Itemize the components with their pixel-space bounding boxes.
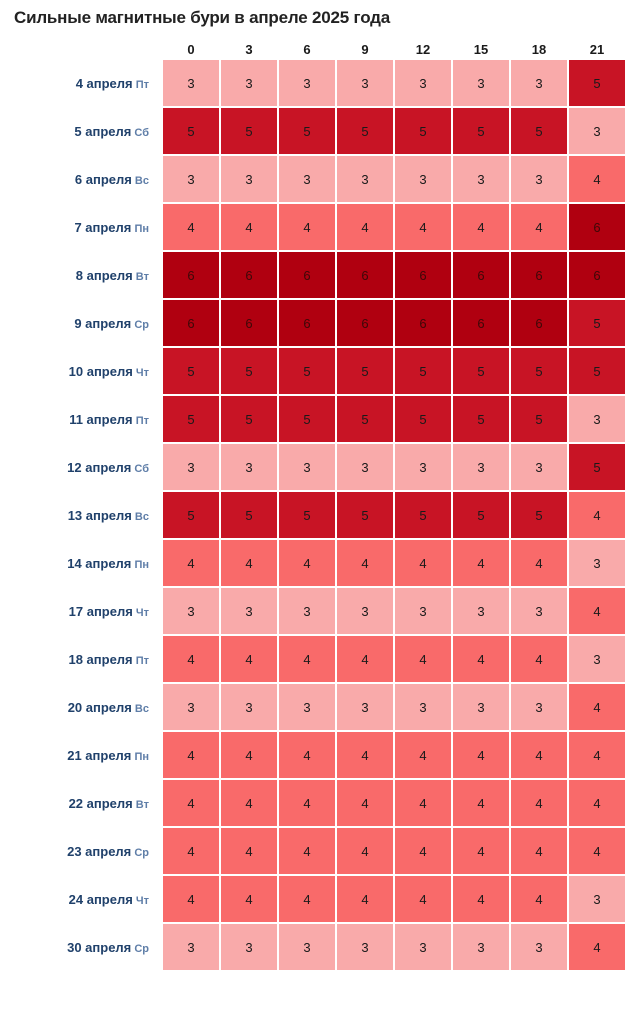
row-weekday: Чт (132, 366, 149, 379)
row-date: 23 апреля (67, 843, 132, 859)
row-date: 17 апреля (68, 603, 133, 619)
heatmap-cell: 5 (569, 300, 625, 346)
heatmap-cell: 5 (163, 396, 219, 442)
heatmap-cell: 4 (337, 540, 393, 586)
heatmap-cell: 3 (453, 60, 509, 106)
heatmap-row-label (10, 204, 161, 250)
heatmap-cell: 4 (569, 732, 625, 778)
row-weekday: Чт (132, 606, 149, 619)
row-weekday: Вс (131, 174, 149, 187)
heatmap-cell: 5 (569, 348, 625, 394)
row-date: 10 апреля (68, 363, 133, 379)
row-date: 7 апреля (74, 219, 132, 235)
heatmap-cell: 6 (395, 300, 451, 346)
heatmap-cell: 3 (511, 444, 567, 490)
row-weekday: Пт (132, 414, 149, 427)
heatmap-cell: 4 (337, 780, 393, 826)
heatmap-cell: 3 (221, 588, 277, 634)
heatmap-row-label (10, 780, 161, 826)
heatmap-cell: 5 (337, 492, 393, 538)
heatmap-cell: 4 (395, 780, 451, 826)
heatmap-cell: 6 (569, 204, 625, 250)
heatmap-cell: 4 (395, 828, 451, 874)
heatmap-row (10, 588, 625, 634)
heatmap-row-label (10, 444, 161, 490)
heatmap-row (10, 876, 625, 922)
heatmap-cell: 4 (279, 204, 335, 250)
heatmap-col-header: 9 (361, 41, 369, 57)
heatmap-cell: 4 (511, 540, 567, 586)
heatmap-cell: 5 (511, 108, 567, 154)
heatmap-cell: 3 (221, 156, 277, 202)
heatmap-cell: 4 (453, 780, 509, 826)
heatmap-cell: 4 (511, 876, 567, 922)
heatmap-cell: 5 (569, 444, 625, 490)
heatmap-cell: 3 (279, 444, 335, 490)
heatmap-cell: 5 (453, 396, 509, 442)
heatmap-cell: 4 (395, 876, 451, 922)
heatmap-cell: 4 (279, 780, 335, 826)
heatmap-cell: 3 (279, 588, 335, 634)
heatmap-row (10, 732, 625, 778)
heatmap-cell: 3 (453, 924, 509, 970)
heatmap-col-header: 3 (245, 41, 253, 57)
heatmap-cell: 3 (569, 636, 625, 682)
heatmap-row-label (10, 684, 161, 730)
heatmap-cell: 3 (221, 60, 277, 106)
heatmap-cell: 3 (337, 60, 393, 106)
heatmap-cell: 4 (395, 204, 451, 250)
heatmap-cell: 4 (511, 636, 567, 682)
heatmap-cell: 5 (453, 348, 509, 394)
heatmap-cell: 3 (163, 60, 219, 106)
row-weekday: Пн (131, 558, 149, 571)
heatmap-cell: 4 (221, 876, 277, 922)
heatmap-cell: 3 (163, 684, 219, 730)
heatmap-cell: 4 (163, 876, 219, 922)
heatmap-cell: 5 (163, 492, 219, 538)
heatmap-cell: 5 (163, 108, 219, 154)
heatmap-cell: 6 (453, 300, 509, 346)
row-date: 13 апреля (67, 507, 132, 523)
heatmap-row (10, 492, 625, 538)
heatmap-cell: 6 (279, 252, 335, 298)
row-weekday: Вс (131, 510, 149, 523)
heatmap-cell: 3 (221, 444, 277, 490)
heatmap-cell: 5 (337, 348, 393, 394)
row-weekday: Сб (131, 126, 149, 139)
heatmap-cell: 3 (337, 588, 393, 634)
heatmap-cell: 4 (337, 876, 393, 922)
heatmap-cell: 4 (279, 732, 335, 778)
heatmap-cell: 4 (221, 828, 277, 874)
heatmap-col-header: 6 (303, 41, 311, 57)
heatmap-cell: 5 (221, 396, 277, 442)
heatmap-cell: 5 (337, 108, 393, 154)
heatmap-cell: 6 (395, 252, 451, 298)
heatmap-cell: 5 (221, 108, 277, 154)
heatmap-row (10, 204, 625, 250)
heatmap-row (10, 108, 625, 154)
heatmap-cell: 3 (337, 444, 393, 490)
heatmap-row (10, 828, 625, 874)
heatmap-cell: 4 (395, 636, 451, 682)
heatmap-row-label (10, 252, 161, 298)
heatmap-cell: 3 (221, 684, 277, 730)
heatmap-cell: 3 (337, 924, 393, 970)
heatmap-cell: 4 (511, 828, 567, 874)
heatmap-cell: 3 (221, 924, 277, 970)
heatmap-cell: 4 (279, 636, 335, 682)
heatmap-cell: 6 (569, 252, 625, 298)
heatmap-cell: 3 (569, 876, 625, 922)
heatmap-row-label (10, 732, 161, 778)
heatmap-cell: 4 (569, 780, 625, 826)
heatmap-cell: 4 (453, 636, 509, 682)
heatmap-cell: 4 (279, 876, 335, 922)
heatmap-row-label (10, 60, 161, 106)
heatmap-cell: 3 (163, 444, 219, 490)
heatmap-cell: 3 (395, 444, 451, 490)
heatmap-cell: 6 (279, 300, 335, 346)
heatmap-header-row (10, 40, 625, 58)
heatmap-cell: 4 (279, 828, 335, 874)
heatmap-corner-cell (10, 40, 161, 58)
row-date: 14 апреля (67, 555, 132, 571)
row-date: 8 апреля (75, 267, 133, 283)
heatmap-row (10, 348, 625, 394)
row-date: 4 апреля (75, 75, 133, 91)
heatmap-cell: 5 (163, 348, 219, 394)
heatmap-cell: 4 (569, 924, 625, 970)
heatmap-cell: 4 (511, 780, 567, 826)
heatmap-cell: 6 (221, 252, 277, 298)
heatmap-col-header: 18 (531, 41, 547, 57)
heatmap-cell: 3 (163, 924, 219, 970)
heatmap-cell: 4 (221, 636, 277, 682)
heatmap-row (10, 780, 625, 826)
heatmap-col-header: 15 (473, 41, 489, 57)
heatmap-cell: 3 (395, 924, 451, 970)
heatmap-cell: 5 (279, 348, 335, 394)
heatmap-row (10, 252, 625, 298)
row-weekday: Ср (131, 942, 149, 955)
row-weekday: Пн (131, 750, 149, 763)
heatmap-row-label (10, 540, 161, 586)
heatmap-cell: 3 (279, 924, 335, 970)
heatmap-cell: 4 (163, 828, 219, 874)
heatmap-cell: 5 (221, 348, 277, 394)
heatmap-col-header: 12 (415, 41, 431, 57)
heatmap-cell: 5 (453, 492, 509, 538)
heatmap-row (10, 684, 625, 730)
heatmap-cell: 3 (511, 684, 567, 730)
heatmap-cell: 5 (279, 108, 335, 154)
heatmap-cell: 4 (453, 732, 509, 778)
heatmap-cell: 5 (279, 396, 335, 442)
row-date: 21 апреля (67, 747, 132, 763)
row-weekday: Пн (131, 222, 149, 235)
heatmap-cell: 6 (163, 300, 219, 346)
heatmap-row-label (10, 636, 161, 682)
heatmap-cell: 4 (221, 204, 277, 250)
heatmap-row (10, 540, 625, 586)
heatmap-cell: 5 (511, 348, 567, 394)
heatmap-cell: 3 (453, 684, 509, 730)
heatmap-cell: 3 (395, 684, 451, 730)
heatmap-row-label (10, 828, 161, 874)
heatmap-row-label (10, 300, 161, 346)
heatmap-cell: 6 (163, 252, 219, 298)
heatmap-header (10, 40, 625, 58)
heatmap-cell: 6 (221, 300, 277, 346)
heatmap-cell: 4 (337, 732, 393, 778)
row-weekday: Чт (132, 894, 149, 907)
heatmap-row (10, 60, 625, 106)
heatmap-cell: 4 (569, 684, 625, 730)
heatmap-cell: 4 (395, 540, 451, 586)
heatmap-cell: 4 (163, 540, 219, 586)
row-date: 18 апреля (68, 651, 133, 667)
row-date: 30 апреля (67, 939, 132, 955)
heatmap-row-label (10, 156, 161, 202)
row-weekday: Сб (131, 462, 149, 475)
heatmap-row-label (10, 876, 161, 922)
row-date: 24 апреля (68, 891, 133, 907)
heatmap-row (10, 300, 625, 346)
heatmap-cell: 4 (453, 540, 509, 586)
heatmap-cell: 4 (163, 780, 219, 826)
heatmap-row-label (10, 924, 161, 970)
heatmap-cell: 5 (569, 60, 625, 106)
heatmap-cell: 3 (163, 156, 219, 202)
heatmap-cell: 3 (511, 60, 567, 106)
heatmap-cell: 3 (511, 924, 567, 970)
page-title: Сильные магнитные бури в апреле 2025 года (14, 8, 390, 27)
heatmap-cell: 3 (511, 588, 567, 634)
heatmap-cell: 4 (453, 204, 509, 250)
heatmap-row (10, 444, 625, 490)
heatmap-cell: 4 (163, 732, 219, 778)
heatmap-cell: 5 (511, 492, 567, 538)
heatmap-cell: 4 (337, 204, 393, 250)
row-date: 5 апреля (74, 123, 132, 139)
heatmap-cell: 3 (395, 60, 451, 106)
row-weekday: Пт (132, 654, 149, 667)
heatmap-cell: 6 (511, 300, 567, 346)
heatmap-row (10, 156, 625, 202)
heatmap-row-label (10, 108, 161, 154)
heatmap-cell: 3 (279, 156, 335, 202)
heatmap-cell: 4 (221, 732, 277, 778)
heatmap-cell: 4 (511, 204, 567, 250)
row-weekday: Пт (132, 78, 149, 91)
heatmap-row-label (10, 492, 161, 538)
heatmap-cell: 4 (221, 540, 277, 586)
heatmap-cell: 3 (569, 108, 625, 154)
heatmap-cell: 4 (453, 876, 509, 922)
heatmap-cell: 3 (453, 588, 509, 634)
heatmap-cell: 4 (337, 828, 393, 874)
heatmap-row-label (10, 588, 161, 634)
heatmap-cell: 6 (453, 252, 509, 298)
heatmap-cell: 5 (453, 108, 509, 154)
heatmap-cell: 5 (395, 108, 451, 154)
heatmap-cell: 3 (163, 588, 219, 634)
heatmap-cell: 6 (337, 252, 393, 298)
heatmap-cell: 6 (511, 252, 567, 298)
row-weekday: Ср (131, 318, 149, 331)
row-date: 20 апреля (67, 699, 132, 715)
heatmap-cell: 3 (511, 156, 567, 202)
heatmap-cell: 4 (569, 588, 625, 634)
row-date: 11 апреля (69, 411, 133, 427)
heatmap-cell: 3 (395, 156, 451, 202)
heatmap-row-label (10, 396, 161, 442)
heatmap-cell: 4 (569, 156, 625, 202)
heatmap-row (10, 396, 625, 442)
heatmap-cell: 5 (395, 396, 451, 442)
heatmap-row (10, 636, 625, 682)
heatmap-cell: 4 (453, 828, 509, 874)
heatmap-cell: 4 (279, 540, 335, 586)
heatmap-cell: 3 (337, 684, 393, 730)
heatmap-cell: 5 (337, 396, 393, 442)
heatmap-row-label (10, 348, 161, 394)
row-weekday: Вс (131, 702, 149, 715)
row-date: 22 апреля (68, 795, 133, 811)
row-weekday: Вт (132, 270, 149, 283)
heatmap-cell: 4 (337, 636, 393, 682)
heatmap-cell: 4 (569, 828, 625, 874)
heatmap-col-header: 21 (589, 41, 605, 57)
row-weekday: Ср (131, 846, 149, 859)
row-date: 6 апреля (74, 171, 132, 187)
heatmap-cell: 4 (163, 204, 219, 250)
heatmap-cell: 5 (395, 492, 451, 538)
row-date: 9 апреля (74, 315, 132, 331)
heatmap-cell: 5 (279, 492, 335, 538)
row-weekday: Вт (132, 798, 149, 811)
heatmap-col-header: 0 (187, 41, 195, 57)
heatmap-table (8, 38, 627, 972)
heatmap-cell: 3 (569, 540, 625, 586)
heatmap-cell: 3 (453, 444, 509, 490)
row-date: 12 апреля (67, 459, 132, 475)
heatmap-cell: 4 (163, 636, 219, 682)
heatmap-cell: 4 (395, 732, 451, 778)
heatmap-cell: 3 (453, 156, 509, 202)
heatmap-cell: 4 (569, 492, 625, 538)
heatmap-cell: 3 (279, 60, 335, 106)
heatmap-cell: 5 (395, 348, 451, 394)
heatmap-body (10, 60, 625, 970)
heatmap-cell: 3 (337, 156, 393, 202)
heatmap-cell: 5 (221, 492, 277, 538)
heatmap-cell: 5 (511, 396, 567, 442)
heatmap-row (10, 924, 625, 970)
heatmap-cell: 3 (279, 684, 335, 730)
heatmap-cell: 4 (221, 780, 277, 826)
heatmap-cell: 3 (395, 588, 451, 634)
heatmap-cell: 4 (511, 732, 567, 778)
heatmap-cell: 3 (569, 396, 625, 442)
heatmap-cell: 6 (337, 300, 393, 346)
